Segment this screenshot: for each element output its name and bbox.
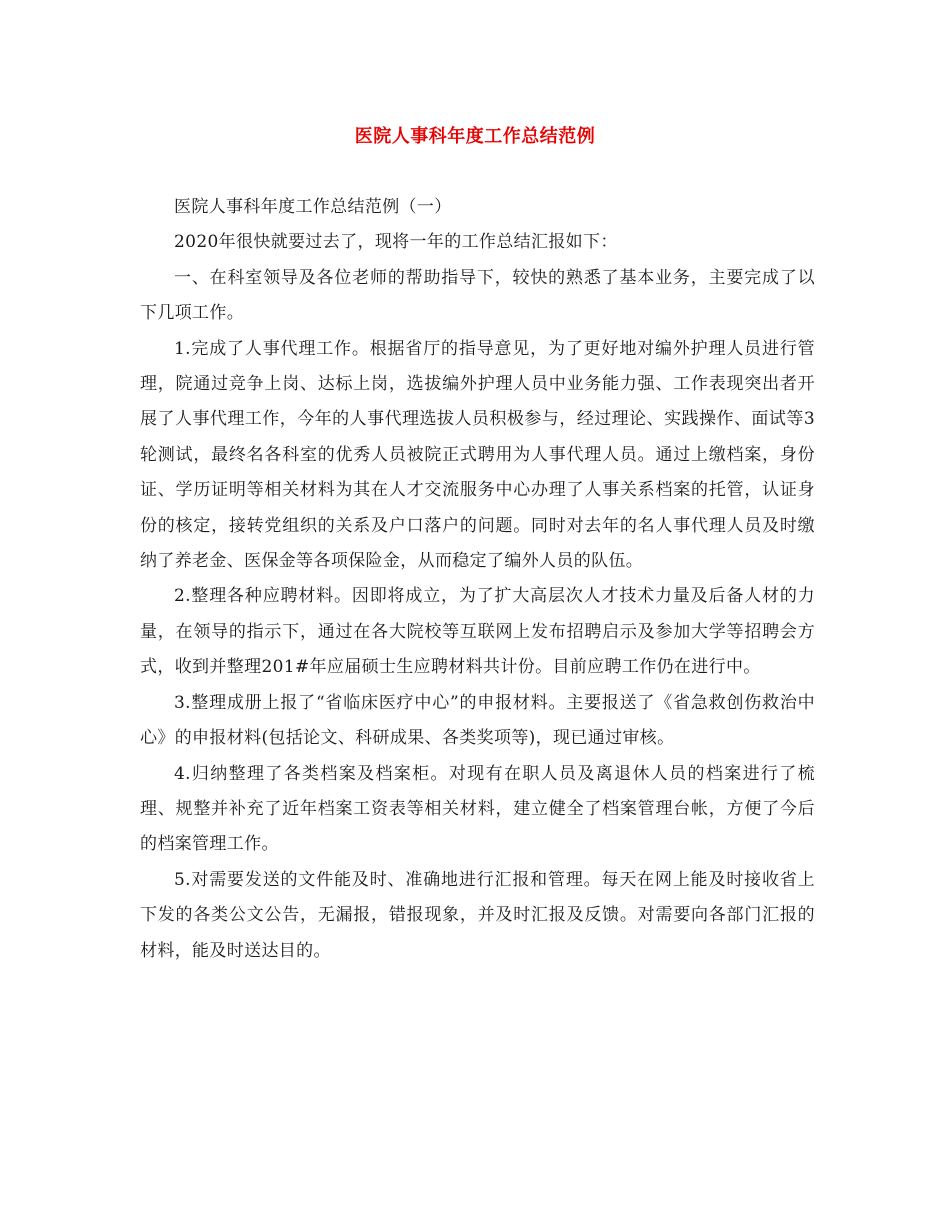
paragraph-intro: 2020年很快就要过去了，现将一年的工作总结汇报如下： [174,232,618,253]
paragraph-item-1: 1.完成了人事代理工作。根据省厅的指导意见，为了更好地对编外护理人员进行管理，院通过竞争上岗、达标上岗，选拔编外护理人员中业务能力强、工作表现突出者开展了人事代理工作，今年的人事代理选拔人员积极参与，经过理论、实践操作、面试等3轮测试，最终名各科室的优秀人员被院正式聘用为人事代理人员。通过上缴档案，身份证、学历证明等相关材料为其在人才交流服务中心办理了人事关系档案的托管，认证身份的核定，接转党组织的关系及户口落户的问题。同时对去年的名人事代理人员及时缴纳了养老金、医保金等各项保险金，从而稳定了编外人员的队伍。 [140,338,815,572]
paragraph-section-one: 一、在科室领导及各位老师的帮助指导下，较快的熟悉了基本业务，主要完成了以下几项工作。 [140,267,815,324]
paragraph-item-3: 3.整理成册上报了“省临床医疗中心”的申报材料。主要报送了《省急救创伤救治中心》的申报材料(包括论文、科研成果、各类奖项等)，现已通过审核。 [140,692,815,749]
paragraph-item-4: 4.归纳整理了各类档案及档案柜。对现有在职人员及离退休人员的档案进行了梳理、规整并补充了近年档案工资表等相关材料，建立健全了档案管理台帐，方便了今后的档案管理工作。 [140,763,815,855]
paragraph-subtitle: 医院人事科年度工作总结范例（一） [174,197,452,217]
document-body [140,190,815,969]
paragraph-item-5: 5.对需要发送的文件能及时、准确地进行汇报和管理。每天在网上能及时接收省上下发的各类公文公告，无漏报，错报现象，并及时汇报及反馈。对需要向各部门汇报的材料，能及时送达目的。 [140,869,815,961]
document-title: 医院人事科年度工作总结范例 [354,126,596,147]
paragraph-item-2: 2.整理各种应聘材料。因即将成立，为了扩大高层次人才技术力量及后备人材的力量，在领导的指示下，通过在各大院校等互联网上发布招聘启示及参加大学等招聘会方式，收到并整理201#年应届硕士生应聘材料共计份。目前应聘工作仍在进行中。 [140,586,815,678]
